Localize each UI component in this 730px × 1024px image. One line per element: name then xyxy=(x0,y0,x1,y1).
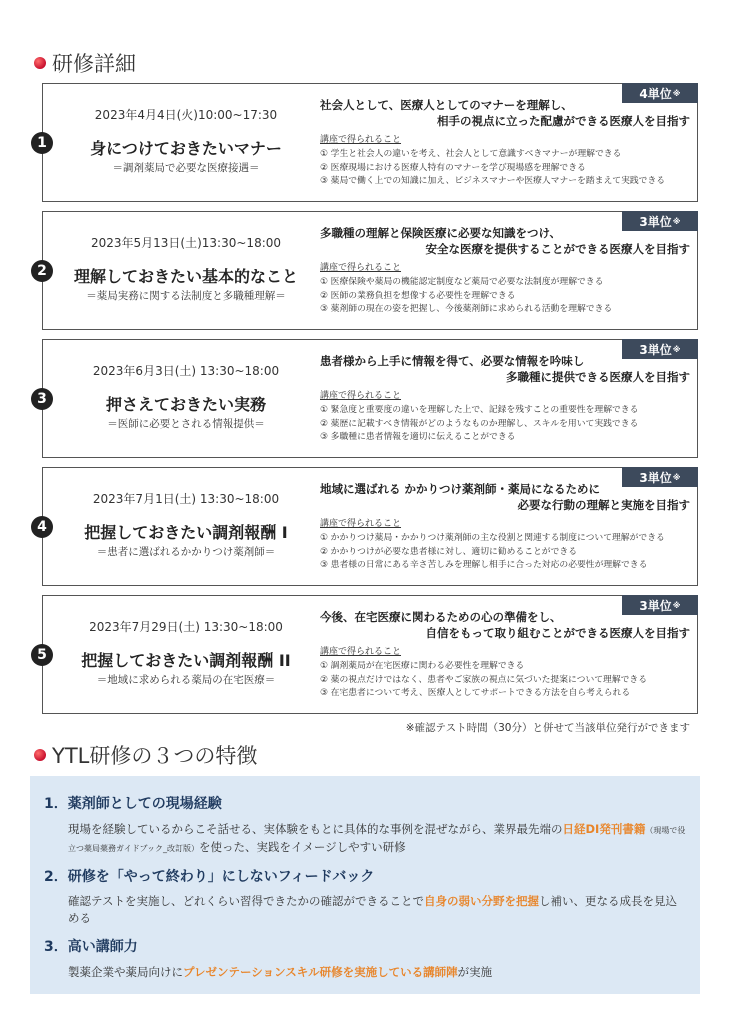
list-item: ③ 薬剤師の現在の姿を把握し、今後薬剤師に求められる活動を理解できる xyxy=(320,304,613,314)
red-bullet-icon xyxy=(34,749,46,761)
session-date: 2023年7月1日(土) 13:30~18:00 xyxy=(92,492,280,506)
session-goals xyxy=(320,596,692,713)
goal-line-2: 自信をもって取り組むことができる医療人を目指す xyxy=(425,626,690,640)
session-card-3 xyxy=(37,339,698,458)
list-item: ③ 患者様の日常にある辛さ苦しみを理解し相手に合った対応の必要性が理解できる xyxy=(320,560,648,570)
session-number-badge: 5 xyxy=(31,644,53,666)
goal-line-2: 安全な医療を提供することができる医療人を目指す xyxy=(425,242,690,256)
session-subtitle: ＝患者に選ばれるかかりつけ薬剤師＝ xyxy=(96,546,276,558)
list-item: ① 学生と社会人の違いを考え、社会人として意識すべきマナーが理解できる xyxy=(320,149,622,159)
session-card-4 xyxy=(37,467,698,586)
session-subtitle: ＝地域に求められる薬局の在宅医療＝ xyxy=(96,674,276,686)
features-title-text: YTL研修の３つの特徴 xyxy=(52,744,258,768)
learning-points xyxy=(320,404,692,445)
session-number-badge: 1 xyxy=(31,132,53,154)
session-title: 身につけておきたいマナー xyxy=(90,139,282,158)
list-item: ② 医師の業務負担を想像する必要性を理解できる xyxy=(320,290,516,301)
goal-line-1: 地域に選ばれる かかりつけ薬剤師・薬局になるために xyxy=(320,482,601,496)
features-box xyxy=(30,776,700,994)
goal-line-1: 多職種の理解と保険医療に必要な知識をつけ、 xyxy=(320,226,562,240)
goal-line-2: 相手の視点に立った配慮ができる医療人を目指す xyxy=(437,114,690,128)
list-item: ② かかりつけが必要な患者様に対し、適切に勧めることができる xyxy=(320,546,577,557)
learning-points xyxy=(320,532,692,573)
session-title: 押さえておきたい実務 xyxy=(105,395,266,414)
features-section-title xyxy=(34,740,257,770)
list-item: ① 緊急度と重要度の違いを理解した上で、記録を残すことの重要性を理解できる xyxy=(320,405,639,415)
highlight-text: 日経DI発刊書籍 xyxy=(562,822,646,836)
session-info xyxy=(61,84,311,201)
session-date: 2023年7月29日(土) 13:30~18:00 xyxy=(89,620,283,634)
goal-line-1: 社会人として、医療人としてのマナーを理解し、 xyxy=(320,98,573,112)
goal-line-1: 今後、在宅医療に関わるための心の準備をし、 xyxy=(320,610,562,624)
feature-heading-2: 2．研修を「やって終わり」にしないフィードバック xyxy=(44,869,375,885)
goal-line-1: 患者様から上手に情報を得て、必要な情報を吟味し xyxy=(320,354,585,368)
units-footnote: ※確認テスト時間（30分）と併せて当該単位発行ができます xyxy=(405,722,690,734)
session-goals xyxy=(320,84,692,201)
session-info xyxy=(61,212,311,329)
session-subtitle: ＝調剤薬局で必要な医療接遇＝ xyxy=(112,162,260,174)
list-item: ① 調剤薬局が在宅医療に関わる必要性を理解できる xyxy=(320,661,525,671)
units-badge: 3単位 ※ xyxy=(622,211,698,231)
units-badge: 4単位 ※ xyxy=(622,83,698,103)
learn-label: 講座で得られること xyxy=(320,519,402,529)
session-number-badge: 3 xyxy=(31,388,53,410)
session-card-2 xyxy=(37,211,698,330)
list-item: ② 医療現場における医療人特有のマナーを学び現場感を理解できる xyxy=(320,162,586,173)
details-title-text: 研修詳細 xyxy=(52,52,136,76)
highlight-text: 自身の弱い分野を把握 xyxy=(424,894,540,908)
feature-heading-1: 1．薬剤師としての現場経験 xyxy=(44,796,222,812)
list-item: ② 薬歴に記載すべき情報がどのようなものか理解し、スキルを用いて実践できる xyxy=(320,418,639,429)
list-item: ③ 多職種に患者情報を適切に伝えることができる xyxy=(320,432,516,442)
session-subtitle: ＝医師に必要とされる情報提供＝ xyxy=(107,418,265,430)
feature-body-2: 確認テストを実施し、どれくらい習得できたかの確認ができることで自身の弱い分野を把握し補い、更なる成長を見込める xyxy=(68,894,678,925)
learn-label: 講座で得られること xyxy=(320,391,402,401)
session-goals xyxy=(320,468,692,585)
session-date: 2023年6月3日(土) 13:30~18:00 xyxy=(92,364,280,378)
session-title: 把握しておきたい調剤報酬 I xyxy=(84,523,288,542)
goal-line-2: 必要な行動の理解と実施を目指す xyxy=(517,498,690,512)
session-info xyxy=(61,596,311,713)
session-goals xyxy=(320,340,692,457)
session-card-1 xyxy=(37,83,698,202)
red-bullet-icon xyxy=(34,57,46,69)
learn-label: 講座で得られること xyxy=(320,647,402,657)
units-badge: 3単位 ※ xyxy=(622,339,698,359)
session-subtitle: ＝薬局実務に関する法制度と多職種理解＝ xyxy=(86,290,286,302)
session-info xyxy=(61,340,311,457)
session-goals xyxy=(320,212,692,329)
details-section-title xyxy=(34,48,136,78)
session-card-5 xyxy=(37,595,698,714)
session-number-badge: 2 xyxy=(31,260,53,282)
learning-points xyxy=(320,660,692,701)
highlight-text: プレゼンテーションスキル研修を実施している講師陣 xyxy=(183,965,458,979)
feature-body-1: 現場を経験しているからこそ話せる、実体験をもとに具体的な事例を混ぜながら、業界最先端の日経DI発刊書籍（現場で役立つ薬局薬務ガイドブック_改訂版）を使った、実践をイメージしやすい研修 xyxy=(68,822,686,854)
list-item: ① かかりつけ薬局・かかりつけ薬剤師の主な役割と関連する制度について理解ができる xyxy=(320,533,665,543)
learn-label: 講座で得られること xyxy=(320,263,402,273)
list-item: ③ 薬局で働く上での知識に加え、ビジネスマナーや医療人マナーを踏まえて実践できる xyxy=(320,176,666,186)
feature-heading-3: 3．高い講師力 xyxy=(44,939,138,955)
session-info xyxy=(61,468,311,585)
session-title: 把握しておきたい調剤報酬 II xyxy=(81,651,291,670)
list-item: ② 薬の視点だけではなく、患者やご家族の視点に気づいた提案について理解できる xyxy=(320,674,648,685)
session-date: 2023年4月4日(火)10:00~17:30 xyxy=(94,108,278,122)
learning-points xyxy=(320,276,692,317)
learning-points xyxy=(320,148,692,189)
learn-label: 講座で得られること xyxy=(320,135,402,145)
session-date: 2023年5月13日(土)13:30~18:00 xyxy=(90,236,282,250)
list-item: ① 医療保険や薬局の機能認定制度など薬局で必要な法制度が理解できる xyxy=(320,277,604,287)
units-badge: 3単位 ※ xyxy=(622,467,698,487)
list-item: ③ 在宅患者について考え、医療人としてサポートできる方法を自ら考えられる xyxy=(320,688,631,698)
units-badge: 3単位 ※ xyxy=(622,595,698,615)
goal-line-2: 多職種に提供できる医療人を目指す xyxy=(506,370,690,384)
feature-body-3: 製薬企業や薬局向けにプレゼンテーションスキル研修を実施している講師陣が実施 xyxy=(68,965,493,979)
session-number-badge: 4 xyxy=(31,516,53,538)
session-title: 理解しておきたい基本的なこと xyxy=(73,267,298,286)
